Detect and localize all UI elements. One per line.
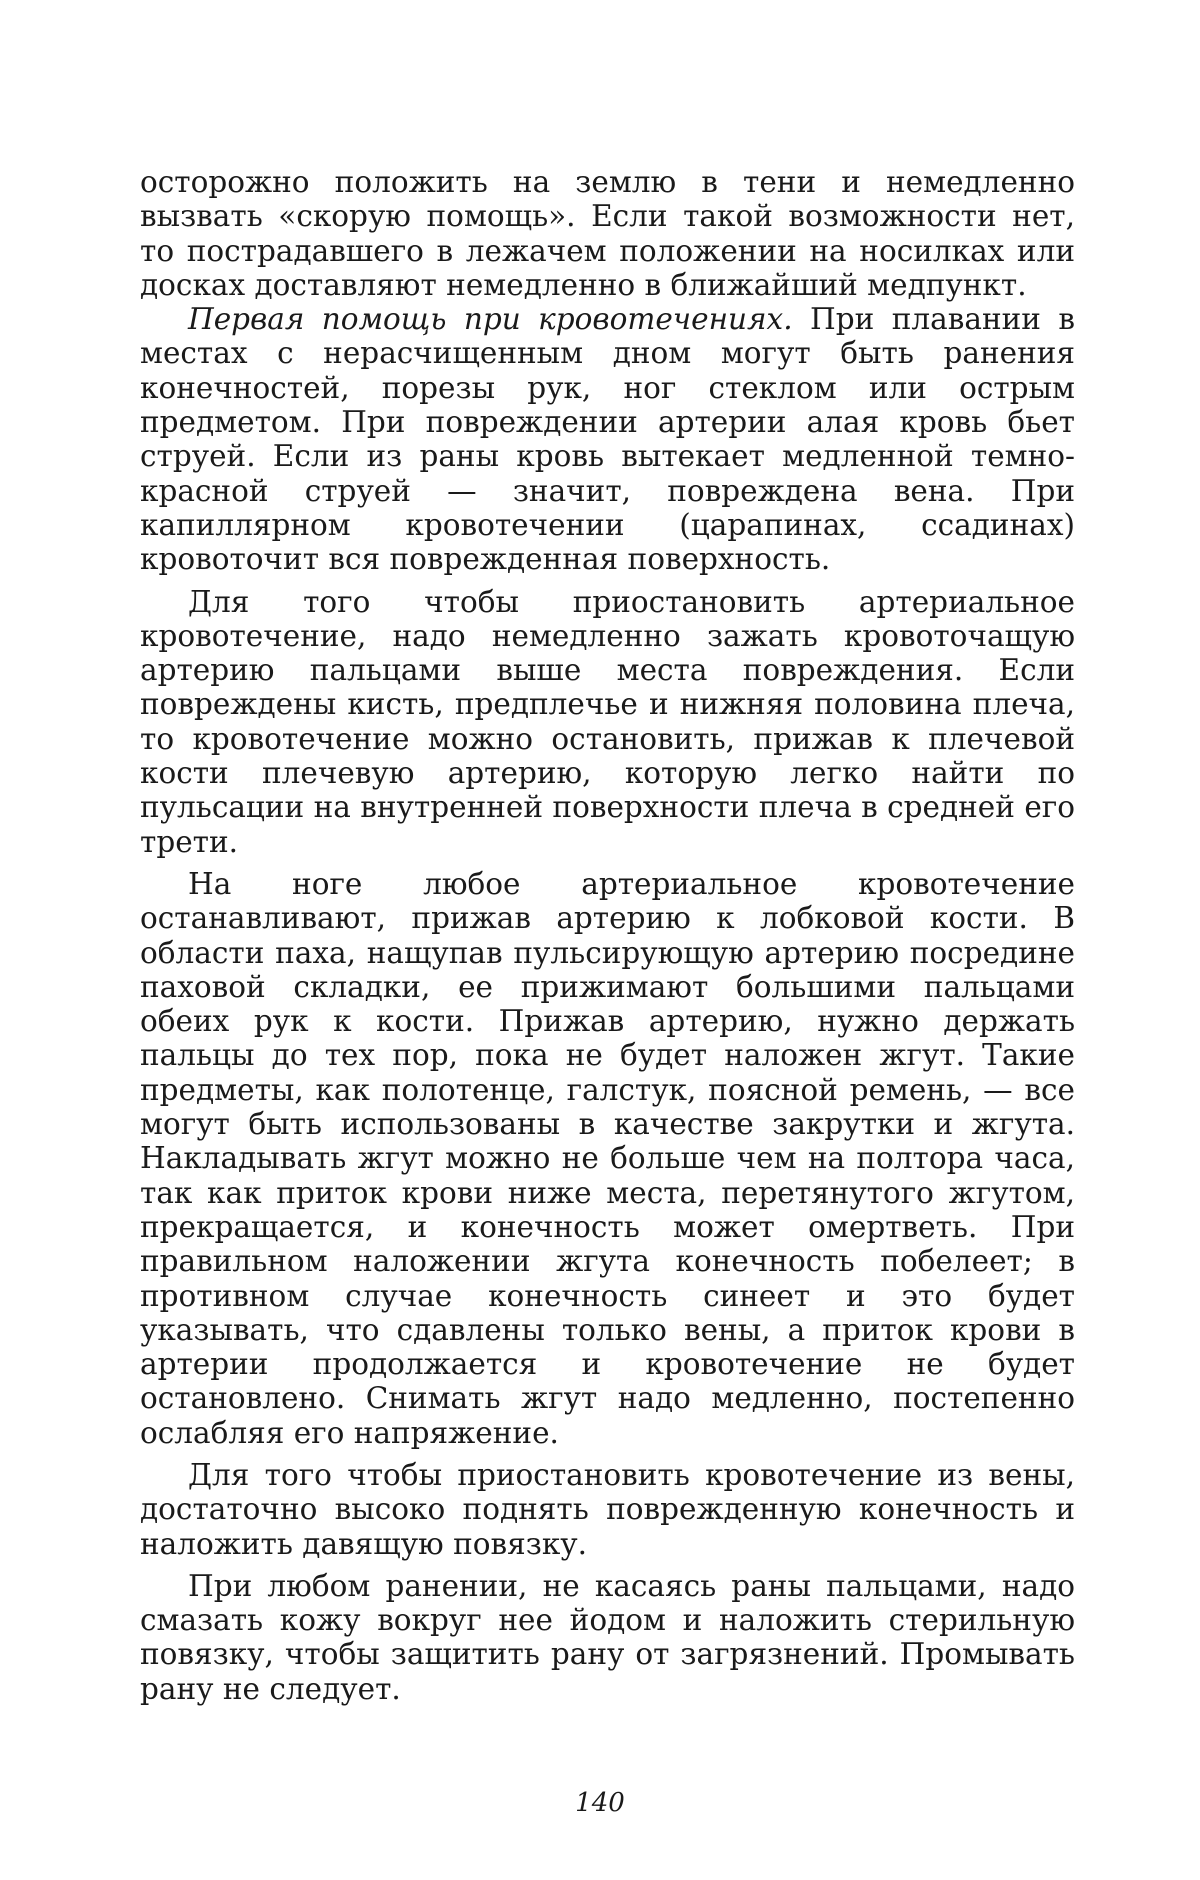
paragraph-2 bbox=[140, 302, 1075, 576]
section-heading-first-aid-bleeding: Первая помощь при кровотечениях. bbox=[188, 302, 793, 337]
paragraph-4: На ноге любое артериальное кровотечение останавливают, прижав артерию к лобковой кости. В области паха, нащупав пульсирующую артерию посредине паховой складки, ее прижимают большими пальцами обеих рук к кости. Прижав артерию, нужно держать пальцы до тех пор, пока не будет наложен жгут. Такие предметы, как полотенце, галстук, поясной ремень, — все могут быть использованы в качестве закрутки и жгута. Накладывать жгут можно не больше чем на полтора часа, так как приток крови ниже места, перетянутого жгутом, прекращается, и конечность может омертветь. При правильном наложении жгута конечность побелеет; в противном случае конечность синеет и это будет указывать, что сдавлены только вены, а приток крови в артерии продолжается и кровотечение не будет остановлено. Снимать жгут надо медленно, постепенно ослабляя его напряжение. bbox=[140, 866, 1075, 1450]
paragraph-6: При любом ранении, не касаясь раны пальцами, надо смазать кожу вокруг нее йодом и наложить стерильную повязку, чтобы защитить рану от загрязнений. Промывать рану не следует. bbox=[140, 1568, 1075, 1706]
paragraph-5: Для того чтобы приостановить кровотечение из вены, достаточно высоко поднять поврежденную конечность и наложить давящую повязку. bbox=[140, 1457, 1075, 1561]
page-number: 140 bbox=[575, 1788, 625, 1818]
paragraph-3: Для того чтобы приостановить артериальное кровотечение, надо немедленно зажать кровоточащую артерию пальцами выше места повреждения. Если повреждены кисть, предплечье и нижняя половина плеча, то кровотечение можно остановить, прижав к плечевой кости плечевую артерию, которую легко найти по пульсации на внутренней поверхности плеча в средней его трети. bbox=[140, 584, 1075, 859]
paragraph-2-body: При плавании в местах с нерасчищенным дном могут быть ранения конечностей, порезы рук, ног стеклом или острым предметом. При повреждении артерии алая кровь бьет струей. Если из раны кровь вытекает медленной темно-красной струей — значит, повреждена вена. При капиллярном кровотечении (царапинах, ссадинах) кровоточит вся поврежденная поверхность. bbox=[140, 302, 1075, 577]
page-body bbox=[140, 165, 1075, 1706]
paragraph-1: осторожно положить на землю в тени и немедленно вызвать «скорую помощь». Если такой возможности нет, то пострадавшего в лежачем положении на носилках или досках доставляют немедленно в ближайший медпункт. bbox=[140, 165, 1075, 302]
